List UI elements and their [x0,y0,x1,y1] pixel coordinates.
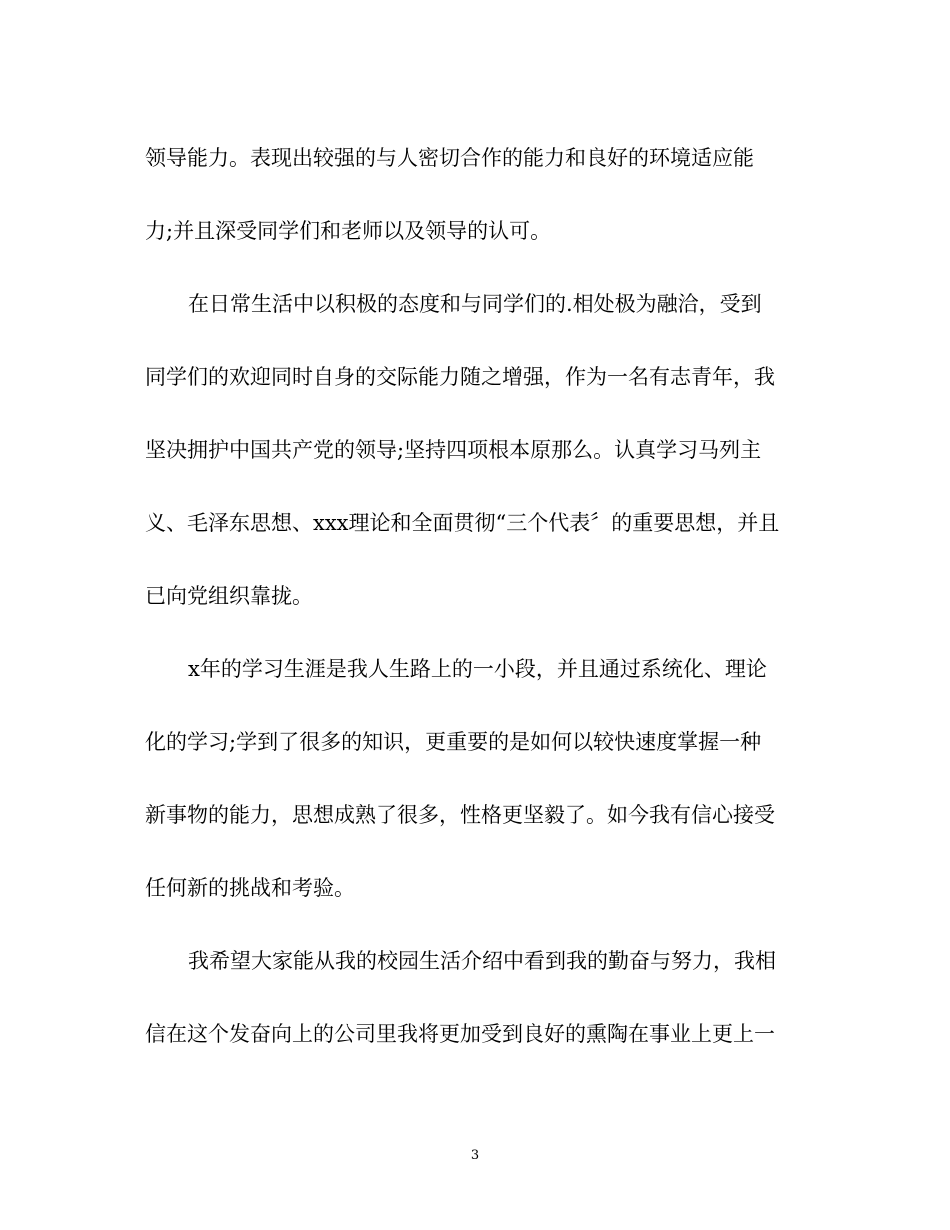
paragraph-1-line-2: 力;并且深受同学们和老师以及领导的认可。 [145,219,552,243]
paragraph-3-line-3: 新事物的能力，思想成熟了很多，性格更坚毅了。如今我有信心接受 [145,803,775,827]
paragraph-2-line-3: 坚决拥护中国共产党的领导;坚持四项根本原那么。认真学习马列主 [145,438,762,462]
paragraph-2-line-1: 在日常生活中以积极的态度和与同学们的.相处极为融洽，受到 [188,292,762,316]
paragraph-3-line-2: 化的学习;学到了很多的知识，更重要的是如何以较快速度掌握一种 [145,730,762,754]
paragraph-4-line-1: 我希望大家能从我的校园生活介绍中看到我的勤奋与努力，我相 [188,949,776,973]
paragraph-2-line-5: 已向党组织靠拢。 [145,584,313,608]
page-number: 3 [470,1148,480,1163]
paragraph-3-line-1: x年的学习生涯是我人生路上的一小段，并且通过系统化、理论 [188,657,767,681]
paragraph-2-line-4: 义、毛泽东思想、xxx理论和全面贯彻“三个代表〞的重要思想，并且 [145,511,780,535]
paragraph-4-line-2: 信在这个发奋向上的公司里我将更加受到良好的熏陶在事业上更上一 [145,1022,775,1046]
paragraph-3-line-4: 任何新的挑战和考验。 [145,876,355,900]
paragraph-1-line-1: 领导能力。表现出较强的与人密切合作的能力和良好的环境适应能 [145,146,754,170]
paragraph-2-line-2: 同学们的欢迎同时自身的交际能力随之增强，作为一名有志青年，我 [145,365,775,389]
